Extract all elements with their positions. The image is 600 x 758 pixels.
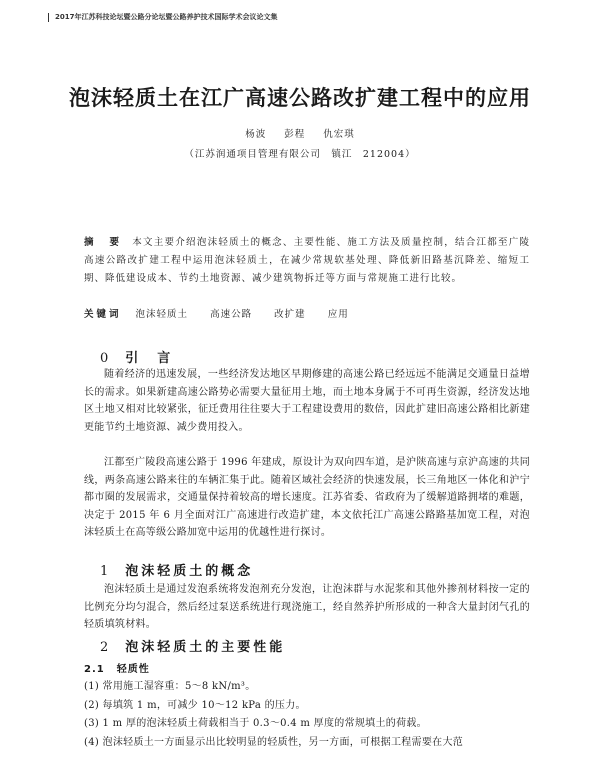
keywords	[84, 306, 530, 320]
header-divider	[48, 13, 49, 22]
paragraph: 江都至广陵段高速公路于 1996 年建成，原设计为双向四车道，是沪陕高速与京沪高速的共同线，两条高速公路来往的车辆汇集于此。随着区域社会经济的快速发展，长三角地区一体化和沪宁都市圈的发展需求，交通量保持着较高的增长速度。江苏省委、省政府为了缓解道路拥堵的难题，决定于 2015 年 6 月全面对江广高速进行改造扩建，本文依托江广高速公路路基加宽工程，对泡沫轻质土在高等级公路加宽中运用的优越性进行探讨。	[84, 457, 530, 538]
affiliation: （江苏润通项目管理有限公司 镇江 212004）	[184, 149, 416, 160]
abstract-label: 摘 要	[84, 237, 123, 248]
running-header	[48, 12, 560, 22]
section-heading-intro	[100, 347, 173, 366]
keyword: 改扩建	[274, 309, 306, 320]
list-item: (3) 1 m 厚的泡沫轻质土荷载相当于 0.3～0.4 m 厚度的常规填土的荷载。	[84, 718, 427, 729]
section-number: 0	[100, 351, 112, 366]
section-number: 2	[100, 640, 112, 655]
list-item: (1) 常用施工湿容重：5～8 kN/m³。	[84, 681, 256, 692]
abstract-text: 本文主要介绍泡沫轻质土的概念、主要性能、施工方法及质量控制，结合江都至广陵高速公路改扩建工程中运用泡沫轻质土，在减少常规软基处理、降低新旧路基沉降差、缩短工期、降低建设成本、节约土地资源、减少建筑物拆迁等方面与常规施工进行比较。	[84, 237, 530, 284]
section-title: 引 言	[125, 351, 174, 366]
author: 彭程	[284, 129, 306, 140]
list-item: (4) 泡沫轻质土一方面显示出比较明显的轻质性，另一方面，可根据工程需要在大范	[84, 736, 464, 748]
section-number: 1	[100, 564, 112, 579]
section-title: 泡沫轻质土的主要性能	[125, 640, 286, 655]
author-list	[0, 126, 600, 140]
subsection-title: 轻质性	[116, 664, 150, 675]
author: 仇宏琪	[323, 129, 355, 140]
keywords-label: 关键词	[84, 309, 122, 320]
section-heading-concept	[100, 560, 253, 579]
keyword: 高速公路	[210, 309, 253, 320]
section-title: 泡沫轻质土的概念	[125, 564, 254, 579]
conference-name: 2017年江苏科技论坛暨公路分论坛暨公路养护技术国际学术会议论文集	[55, 13, 278, 21]
abstract	[84, 234, 530, 288]
paragraph: 随着经济的迅速发展，一些经济发达地区早期修建的高速公路已经远远不能满足交通量日益增长的需求。如果新建高速公路势必需要大量征用土地，而土地本身属于不可再生资源，经济发达地区土地又相对比较紧张，征迁费用往往要大于工程建设费用的数倍，因此扩建旧高速公路相比新建更能节约土地资源、减少费用投入。	[84, 369, 530, 433]
property-list	[84, 678, 530, 752]
subsection-heading-lightweight	[84, 660, 150, 675]
paragraph: 泡沫轻质土是通过发泡系统将发泡剂充分发泡，让泡沫群与水泥浆和其他外掺剂材料按一定的比例充分均匀混合，然后经过泵送系统进行现浇施工，经自然养护所形成的一种含大量封闭气孔的轻质填筑材料。	[84, 584, 530, 630]
paper-title: 泡沫轻质土在江广高速公路改扩建工程中的应用	[69, 85, 531, 110]
section-heading-properties	[100, 636, 285, 655]
author: 杨波	[245, 129, 267, 140]
keyword: 应用	[327, 309, 349, 320]
list-item: (2) 每填筑 1 m，可减少 10～12 kPa 的压力。	[84, 699, 306, 711]
subsection-number: 2.1	[84, 664, 105, 675]
keyword: 泡沫轻质土	[135, 309, 189, 320]
